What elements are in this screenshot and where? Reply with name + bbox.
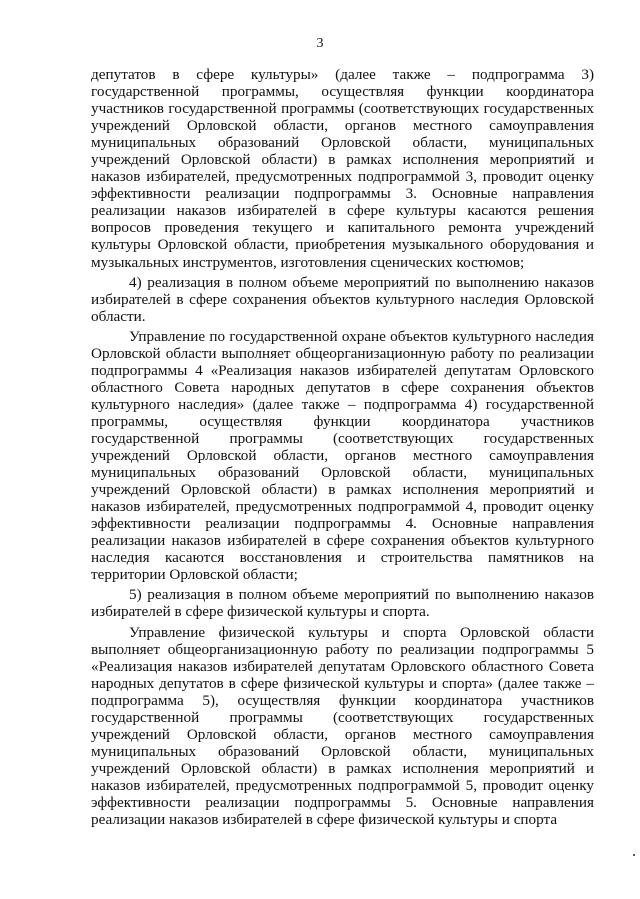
document-body: [91, 66, 594, 828]
paragraph-subprogram-5: Управление физической культуры и спорта Орловской области выполняет общеорганизационную работу по реализации подпрограммы 5 «Реализация наказов избирателей депутатам Орловского областного Совета народных депутатов в сфере физической культуры и спорта» (далее также – подпрограмма 5), осуществляя функции координатора участников государственной программы (соответствующих государственных учреждений Орловской области, органов местного самоуправления муниципальных образований Орловской области, муниципальных учреждений Орловской области) в рамках исполнения мероприятий и наказов избирателей, предусмотренных подпрограммой 5, проводит оценку эффективности реализации подпрограммы 5. Основные направления реализации наказов избирателей в сфере физической культуры и спорта: [91, 623, 594, 829]
scan-speck: [633, 854, 635, 856]
paragraph-subprogram-3-continued: депутатов в сфере культуры» (далее также – подпрограмма 3) государственной программы, осуществляя функции координатора участников государственной программы (соответствующих государственных учреждений Орловской области, органов местного самоуправления муниципальных образований Орловской области, муниципальных учреждений Орловской области) в рамках исполнения мероприятий и наказов избирателей, предусмотренных подпрограммой 3, проводит оценку эффективности реализации подпрограммы 3. Основные направления реализации наказов избирателей в сфере культуры касаются решения вопросов проведения текущего и капитального ремонта учреждений культуры Орловской области, приобретения музыкального оборудования и музыкальных инструментов, изготовления сценических костюмов;: [91, 66, 594, 271]
paragraph-item-4: 4) реализация в полном объеме мероприятий по выполнению наказов избирателей в сфере сохранения объектов культурного наследия Орловской области.: [91, 273, 594, 325]
page-number: 3: [316, 36, 324, 51]
paragraph-item-5: 5) реализация в полном объеме мероприятий по выполнению наказов избирателей в сфере физической культуры и спорта.: [91, 586, 594, 621]
paragraph-subprogram-4: Управление по государственной охране объектов культурного наследия Орловской области выполняет общеорганизационную работу по реализации подпрограммы 4 «Реализация наказов избирателей депутатам Орловского областного Совета народных депутатов в сфере сохранения объектов культурного наследия» (далее также – подпрограмма 4) государственной программы, осуществляя функции координатора участников государственной программы (соответствующих государственных учреждений Орловской области, органов местного самоуправления муниципальных образований Орловской области, муниципальных учреждений Орловской области) в рамках исполнения мероприятий и наказов избирателей, предусмотренных подпрограммой 4, проводит оценку эффективности реализации подпрограммы 4. Основные направления реализации наказов избирателей в сфере сохранения объектов культурного наследия касаются восстановления и строительства памятников на территории Орловской области;: [91, 327, 594, 584]
